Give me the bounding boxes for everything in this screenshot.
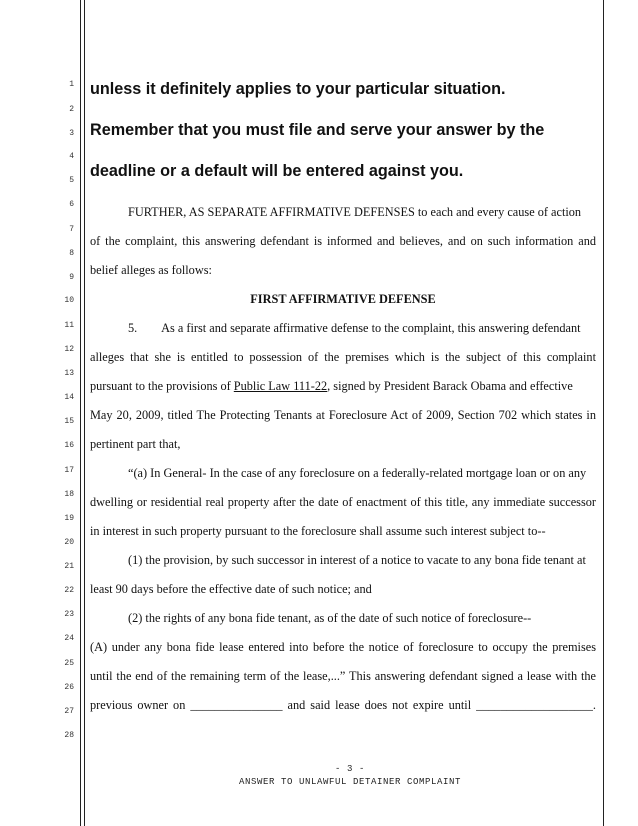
left-margin-rule-inner xyxy=(84,0,85,826)
paragraph-line: FURTHER, AS SEPARATE AFFIRMATIVE DEFENSES to each and every cause of action xyxy=(128,205,582,219)
line-number: 28 xyxy=(64,731,74,740)
line-number: 8 xyxy=(69,249,74,258)
warning-line: unless it definitely applies to your particular situation. xyxy=(90,80,506,98)
line-number: 5 xyxy=(69,176,74,185)
line-number: 16 xyxy=(64,441,74,450)
warning-line: deadline or a default will be entered against you. xyxy=(90,162,464,180)
quote-line: until the end of the remaining term of the lease,...” This answering defendant signed a lease with the xyxy=(90,669,596,683)
paragraph-line: 5. As a first and separate affirmative defense to the complaint, this answering defendant xyxy=(128,321,581,335)
paragraph-text: , signed by President Barack Obama and effective xyxy=(327,379,573,393)
public-law-link[interactable]: Public Law 111-22 xyxy=(233,379,328,393)
paragraph-text: pursuant to the provisions of xyxy=(90,379,234,393)
warning-line: Remember that you must file and serve your answer by the xyxy=(90,121,545,139)
line-number: 25 xyxy=(64,659,74,668)
section-heading: FIRST AFFIRMATIVE DEFENSE xyxy=(250,292,436,306)
line-number: 4 xyxy=(69,152,74,161)
quote-line: previous owner on _______________ and said lease does not expire until ___________________. xyxy=(90,698,596,712)
line-number: 21 xyxy=(64,562,74,571)
line-number: 23 xyxy=(64,610,74,619)
line-number: 6 xyxy=(69,200,74,209)
line-number: 19 xyxy=(64,514,74,523)
document-title-footer: ANSWER TO UNLAWFUL DETAINER COMPLAINT xyxy=(238,777,462,787)
line-number: 3 xyxy=(69,129,74,138)
paragraph-line: of the complaint, this answering defendant is informed and believes, and on such information and xyxy=(90,234,596,248)
line-number: 1 xyxy=(69,80,74,89)
paragraph-line: belief alleges as follows: xyxy=(90,263,212,277)
line-number: 20 xyxy=(64,538,74,547)
line-number: 17 xyxy=(64,466,74,475)
line-number: 24 xyxy=(64,634,74,643)
line-number: 22 xyxy=(64,586,74,595)
quote-line: (A) under any bona fide lease entered into before the notice of foreclosure to occupy the premises xyxy=(90,640,596,654)
paragraph-line: alleges that she is entitled to possession of the premises which is the subject of this complaint xyxy=(90,350,596,364)
line-number: 7 xyxy=(69,225,74,234)
line-number: 26 xyxy=(64,683,74,692)
right-margin-rule xyxy=(603,0,604,826)
quote-line: least 90 days before the effective date of such notice; and xyxy=(90,582,372,596)
page-number: - 3 - xyxy=(334,764,365,774)
line-number: 9 xyxy=(69,273,74,282)
line-number: 27 xyxy=(64,707,74,716)
paragraph-line: pertinent part that, xyxy=(90,437,181,451)
line-number: 10 xyxy=(64,296,74,305)
paragraph-line xyxy=(90,379,596,394)
line-number: 13 xyxy=(64,369,74,378)
quote-line: (1) the provision, by such successor in interest of a notice to vacate to any bona fide tenant at xyxy=(128,553,586,567)
line-number: 11 xyxy=(64,321,74,330)
quote-line: dwelling or residential real property after the date of enactment of this title, any immediate successor xyxy=(90,495,596,509)
quote-line: “(a) In General- In the case of any foreclosure on a federally-related mortgage loan or on any xyxy=(128,466,587,480)
line-number: 15 xyxy=(64,417,74,426)
line-number: 2 xyxy=(69,105,74,114)
left-margin-rule-outer xyxy=(80,0,81,826)
line-number: 14 xyxy=(64,393,74,402)
paragraph-line: May 20, 2009, titled The Protecting Tenants at Foreclosure Act of 2009, Section 702 which states in xyxy=(90,408,596,422)
quote-line: in interest in such property pursuant to the foreclosure shall assume such interest subject to-- xyxy=(90,524,546,538)
quote-line: (2) the rights of any bona fide tenant, as of the date of such notice of foreclosure-- xyxy=(128,611,532,625)
line-number: 12 xyxy=(64,345,74,354)
line-number: 18 xyxy=(64,490,74,499)
